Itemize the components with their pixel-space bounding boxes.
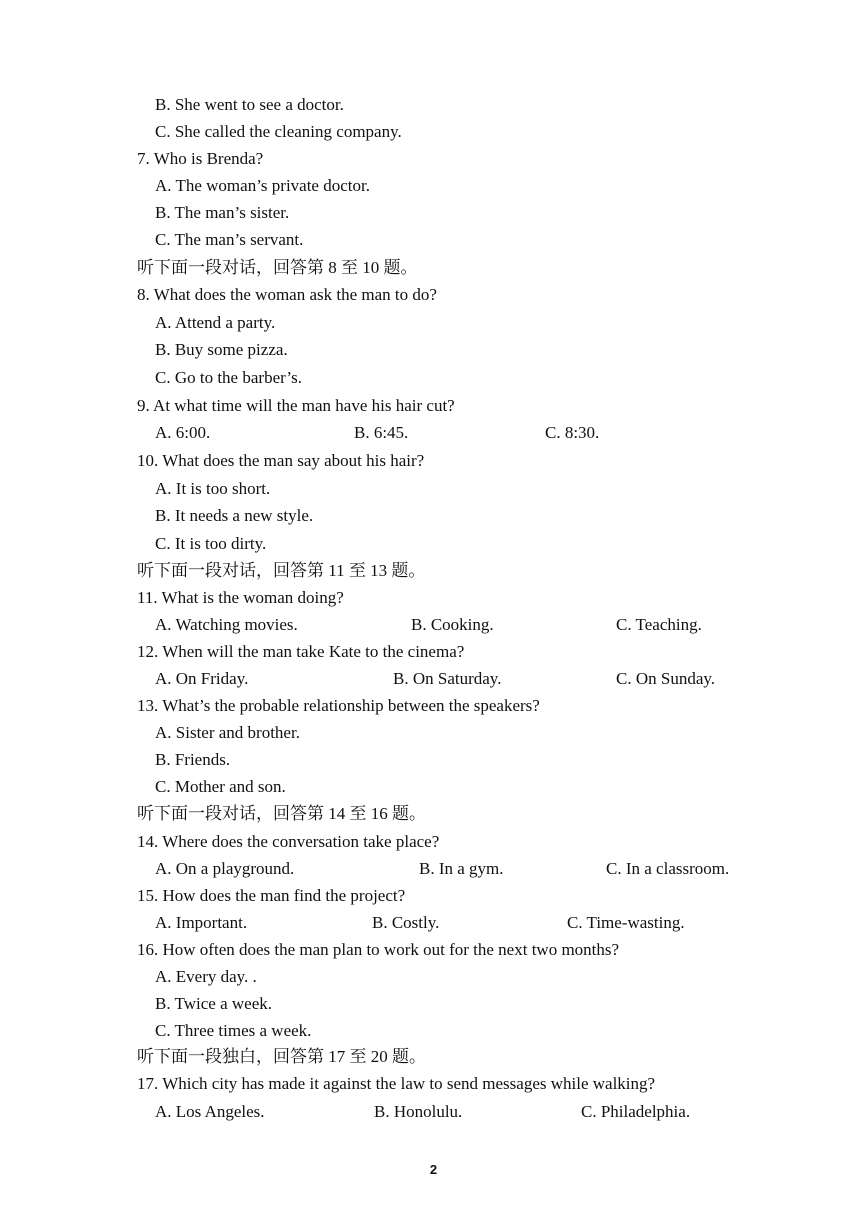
option-text: B. Buy some pizza. [155,340,288,359]
option-text: A. The woman’s private doctor. [155,176,370,195]
option-text: C. It is too dirty. [155,534,267,553]
question-text: 17. Which city has made it against the law to send messages while walking? [137,1074,656,1093]
section-instruction: 听下面一段对话，回答第 11 至 13 题。 [137,561,426,580]
option-b: B. Costly. [372,913,440,932]
option-text: A. It is too short. [155,479,271,498]
option-text: A. Attend a party. [155,313,276,332]
option-c: C. 8:30. [545,423,600,442]
option-text: B. It needs a new style. [155,506,314,525]
option-a: A. Important. [155,913,248,932]
option-text: A. Sister and brother. [155,723,300,742]
question-text: 8. What does the woman ask the man to do? [137,285,437,304]
option-b: B. On Saturday. [393,669,502,688]
option-a: A. On Friday. [155,669,249,688]
option-text: B. She went to see a doctor. [155,95,344,114]
option-c: C. Teaching. [616,615,702,634]
option-a: A. Watching movies. [155,615,298,634]
option-c: C. In a classroom. [606,859,730,878]
option-text: C. Three times a week. [155,1021,312,1040]
option-text: B. The man’s sister. [155,203,290,222]
option-a: A. Los Angeles. [155,1102,265,1121]
option-a: A. On a playground. [155,859,295,878]
question-text: 13. What’s the probable relationship between the speakers? [137,696,540,715]
option-text: B. Friends. [155,750,231,769]
option-b: B. In a gym. [419,859,504,878]
page-number: 2 [429,1162,438,1177]
option-c: C. Philadelphia. [581,1102,691,1121]
option-text: C. Go to the barber’s. [155,368,302,387]
option-text: A. Every day. . [155,967,257,986]
question-text: 16. How often does the man plan to work out for the next two months? [137,940,620,959]
section-instruction: 听下面一段对话，回答第 8 至 10 题。 [137,258,418,277]
option-text: B. Twice a week. [155,994,272,1013]
option-b: B. Honolulu. [374,1102,463,1121]
question-text: 11. What is the woman doing? [137,588,344,607]
option-c: C. Time-wasting. [567,913,685,932]
option-text: C. She called the cleaning company. [155,122,402,141]
question-text: 10. What does the man say about his hair? [137,451,425,470]
option-text: C. Mother and son. [155,777,286,796]
section-instruction: 听下面一段对话，回答第 14 至 16 题。 [137,804,426,823]
option-text: C. The man’s servant. [155,230,304,249]
option-b: B. Cooking. [411,615,494,634]
option-a: A. 6:00. [155,423,211,442]
section-instruction: 听下面一段独白，回答第 17 至 20 题。 [137,1047,426,1066]
question-text: 7. Who is Brenda? [137,149,264,168]
option-b: B. 6:45. [354,423,409,442]
question-text: 9. At what time will the man have his hair cut? [137,396,455,415]
option-c: C. On Sunday. [616,669,716,688]
question-text: 14. Where does the conversation take place? [137,832,440,851]
question-text: 15. How does the man find the project? [137,886,406,905]
question-text: 12. When will the man take Kate to the cinema? [137,642,465,661]
